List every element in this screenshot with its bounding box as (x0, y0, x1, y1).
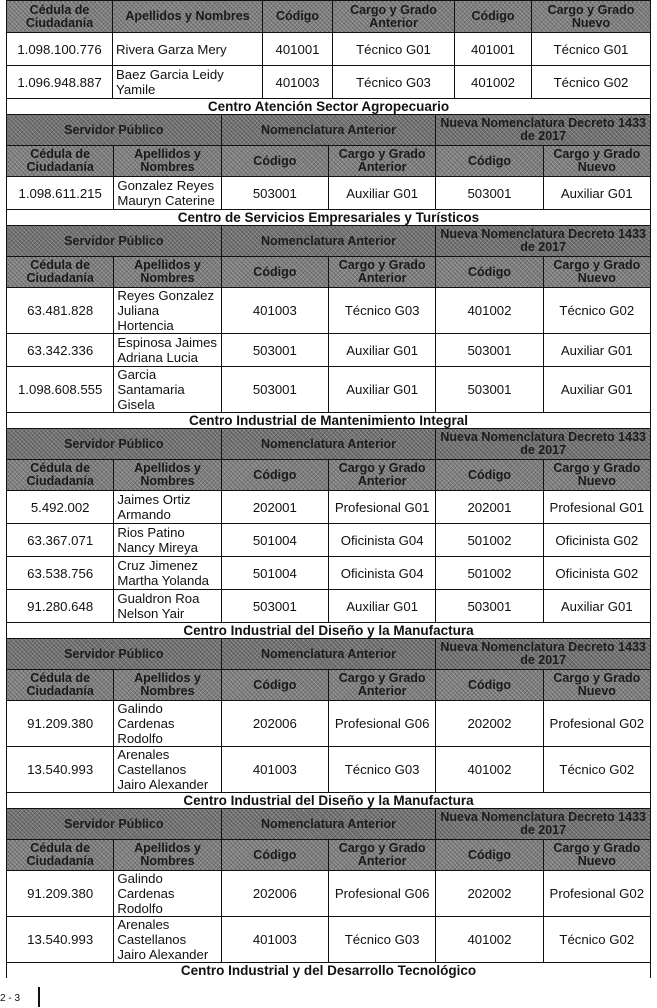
group-header-row (7, 226, 651, 257)
col-cedula: Cédula de Ciudadanía (7, 146, 114, 177)
centro-heading: Centro Industrial del Diseño y la Manufactura (6, 793, 651, 808)
table-row (7, 871, 651, 917)
nombre-cell: Reyes Gonzalez Juliana Hortencia (114, 288, 221, 334)
table-row (7, 288, 651, 334)
codigo-anterior-cell: 202001 (221, 491, 328, 524)
nombre-cell: Galindo Cardenas Rodolfo (114, 701, 221, 747)
footer-divider (38, 987, 40, 1007)
page-footer (0, 993, 20, 1004)
cargo-nuevo-cell: Técnico G02 (532, 66, 651, 99)
group-header-row (7, 429, 651, 460)
table-row (7, 334, 651, 367)
col-apellidos: Apellidos y Nombres (114, 840, 221, 871)
codigo-nuevo-cell: 501002 (436, 524, 543, 557)
col-cargo-anterior: Cargo y Grado Anterior (328, 840, 435, 871)
nombre-cell: Garcia Santamaria Gisela (114, 367, 221, 413)
col-apellidos: Apellidos y Nombres (113, 1, 263, 33)
cargo-nuevo-cell: Profesional G02 (543, 701, 650, 747)
group-servidor-publico: Servidor Público (7, 429, 222, 460)
col-cargo-anterior: Cargo y Grado Anterior (328, 670, 435, 701)
col-codigo-nuevo: Código (436, 146, 543, 177)
col-codigo-nuevo: Código (436, 257, 543, 288)
cargo-anterior-cell: Técnico G03 (328, 288, 435, 334)
codigo-anterior-cell: 503001 (221, 177, 328, 210)
page-mark: 2 - 3 (0, 993, 21, 1004)
cargo-nuevo-cell: Profesional G01 (543, 491, 650, 524)
cargo-anterior-cell: Técnico G03 (328, 917, 435, 963)
col-cargo-anterior: Cargo y Grado Anterior (328, 146, 435, 177)
col-codigo-anterior: Código (221, 670, 328, 701)
group-servidor-publico: Servidor Público (7, 115, 222, 146)
table-row (7, 66, 651, 99)
col-cargo-nuevo: Cargo y Grado Nuevo (543, 460, 650, 491)
cargo-anterior-cell: Técnico G01 (333, 33, 455, 66)
centro-heading: Centro Industrial y del Desarrollo Tecnológico (6, 963, 651, 978)
cargo-anterior-cell: Técnico G03 (333, 66, 455, 99)
codigo-nuevo-cell: 401002 (436, 917, 543, 963)
table-row (7, 177, 651, 210)
column-header-row (7, 257, 651, 288)
codigo-nuevo-cell: 202002 (436, 701, 543, 747)
col-cedula: Cédula de Ciudadanía (7, 840, 114, 871)
nombre-cell: Baez Garcia Leidy Yamile (113, 66, 263, 99)
codigo-anterior-cell: 401003 (221, 917, 328, 963)
col-codigo-nuevo: Código (436, 460, 543, 491)
codigo-anterior-cell: 202006 (221, 871, 328, 917)
cedula-cell: 1.098.100.776 (7, 33, 113, 66)
codigo-anterior-cell: 503001 (221, 334, 328, 367)
codigo-nuevo-cell: 401002 (455, 66, 532, 99)
group-servidor-publico: Servidor Público (7, 639, 222, 670)
codigo-anterior-cell: 501004 (221, 557, 328, 590)
cargo-anterior-cell: Profesional G01 (328, 491, 435, 524)
cargo-anterior-cell: Auxiliar G01 (328, 334, 435, 367)
col-codigo-anterior: Código (221, 840, 328, 871)
staff-table (6, 225, 651, 413)
cedula-cell: 13.540.993 (7, 917, 114, 963)
staff-table (6, 808, 651, 963)
codigo-nuevo-cell: 503001 (436, 177, 543, 210)
centro-heading: Centro Atención Sector Agropecuario (6, 99, 651, 114)
cargo-nuevo-cell: Técnico G02 (543, 288, 650, 334)
table-row (7, 524, 651, 557)
codigo-nuevo-cell: 503001 (436, 334, 543, 367)
group-nomenclatura-anterior: Nomenclatura Anterior (221, 226, 436, 257)
cargo-anterior-cell: Profesional G06 (328, 871, 435, 917)
cargo-nuevo-cell: Técnico G01 (532, 33, 651, 66)
nombre-cell: Arenales Castellanos Jairo Alexander (114, 747, 221, 793)
staff-table (6, 114, 651, 210)
group-nomenclatura-anterior: Nomenclatura Anterior (221, 115, 436, 146)
col-apellidos: Apellidos y Nombres (114, 460, 221, 491)
table-row (7, 747, 651, 793)
codigo-anterior-cell: 503001 (221, 367, 328, 413)
nombre-cell: Rivera Garza Mery (113, 33, 263, 66)
col-codigo-anterior: Código (221, 257, 328, 288)
col-apellidos: Apellidos y Nombres (114, 146, 221, 177)
staff-table (6, 428, 651, 623)
group-header-row (7, 639, 651, 670)
codigo-nuevo-cell: 501002 (436, 557, 543, 590)
nombre-cell: Gonzalez Reyes Mauryn Caterine (114, 177, 221, 210)
cargo-anterior-cell: Oficinista G04 (328, 557, 435, 590)
staff-table (6, 0, 651, 99)
col-cargo-nuevo: Cargo y Grado Nuevo (532, 1, 651, 33)
codigo-anterior-cell: 401003 (263, 66, 333, 99)
cargo-nuevo-cell: Oficinista G02 (543, 557, 650, 590)
codigo-nuevo-cell: 401002 (436, 288, 543, 334)
col-apellidos: Apellidos y Nombres (114, 670, 221, 701)
table-row (7, 590, 651, 623)
column-header-row (7, 460, 651, 491)
group-nomenclatura-anterior: Nomenclatura Anterior (221, 809, 436, 840)
col-cargo-anterior: Cargo y Grado Anterior (333, 1, 455, 33)
cargo-nuevo-cell: Auxiliar G01 (543, 334, 650, 367)
group-nueva-nomenclatura: Nueva Nomenclatura Decreto 1433 de 2017 (436, 226, 651, 257)
codigo-nuevo-cell: 401001 (455, 33, 532, 66)
cedula-cell: 5.492.002 (7, 491, 114, 524)
cargo-anterior-cell: Profesional G06 (328, 701, 435, 747)
col-cargo-nuevo: Cargo y Grado Nuevo (543, 146, 650, 177)
cedula-cell: 13.540.993 (7, 747, 114, 793)
group-nueva-nomenclatura: Nueva Nomenclatura Decreto 1433 de 2017 (436, 115, 651, 146)
col-codigo-anterior: Código (221, 146, 328, 177)
group-nueva-nomenclatura: Nueva Nomenclatura Decreto 1433 de 2017 (436, 639, 651, 670)
codigo-anterior-cell: 401003 (221, 747, 328, 793)
codigo-anterior-cell: 503001 (221, 590, 328, 623)
cargo-nuevo-cell: Auxiliar G01 (543, 367, 650, 413)
col-cargo-anterior: Cargo y Grado Anterior (328, 257, 435, 288)
codigo-nuevo-cell: 202002 (436, 871, 543, 917)
centro-heading: Centro de Servicios Empresariales y Turísticos (6, 210, 651, 225)
cargo-anterior-cell: Técnico G03 (328, 747, 435, 793)
cargo-anterior-cell: Auxiliar G01 (328, 367, 435, 413)
group-header-row (7, 809, 651, 840)
cedula-cell: 63.342.336 (7, 334, 114, 367)
group-header-row (7, 115, 651, 146)
cargo-anterior-cell: Auxiliar G01 (328, 177, 435, 210)
col-cargo-anterior: Cargo y Grado Anterior (328, 460, 435, 491)
cargo-anterior-cell: Auxiliar G01 (328, 590, 435, 623)
codigo-nuevo-cell: 503001 (436, 590, 543, 623)
nombre-cell: Gualdron Roa Nelson Yair (114, 590, 221, 623)
nombre-cell: Galindo Cardenas Rodolfo (114, 871, 221, 917)
staff-table (6, 638, 651, 793)
col-apellidos: Apellidos y Nombres (114, 257, 221, 288)
column-header-row (7, 840, 651, 871)
nombre-cell: Jaimes Ortiz Armando (114, 491, 221, 524)
group-nomenclatura-anterior: Nomenclatura Anterior (221, 429, 436, 460)
col-cargo-nuevo: Cargo y Grado Nuevo (543, 840, 650, 871)
group-servidor-publico: Servidor Público (7, 809, 222, 840)
cargo-nuevo-cell: Profesional G02 (543, 871, 650, 917)
cedula-cell: 91.209.380 (7, 871, 114, 917)
table-row (7, 701, 651, 747)
table-row (7, 917, 651, 963)
nombre-cell: Rios Patino Nancy Mireya (114, 524, 221, 557)
cedula-cell: 1.098.608.555 (7, 367, 114, 413)
cargo-anterior-cell: Oficinista G04 (328, 524, 435, 557)
cedula-cell: 63.367.071 (7, 524, 114, 557)
group-nueva-nomenclatura: Nueva Nomenclatura Decreto 1433 de 2017 (436, 809, 651, 840)
codigo-nuevo-cell: 202001 (436, 491, 543, 524)
table-row (7, 491, 651, 524)
cedula-cell: 63.481.828 (7, 288, 114, 334)
nombre-cell: Cruz Jimenez Martha Yolanda (114, 557, 221, 590)
centro-heading: Centro Industrial del Diseño y la Manufactura (6, 623, 651, 638)
col-codigo-nuevo: Código (436, 670, 543, 701)
column-header-row (7, 1, 651, 33)
cedula-cell: 1.098.611.215 (7, 177, 114, 210)
cargo-nuevo-cell: Auxiliar G01 (543, 177, 650, 210)
column-header-row (7, 146, 651, 177)
cedula-cell: 1.096.948.887 (7, 66, 113, 99)
nombre-cell: Arenales Castellanos Jairo Alexander (114, 917, 221, 963)
centro-heading: Centro Industrial de Mantenimiento Integral (6, 413, 651, 428)
col-cargo-nuevo: Cargo y Grado Nuevo (543, 257, 650, 288)
nombre-cell: Espinosa Jaimes Adriana Lucia (114, 334, 221, 367)
table-row (7, 557, 651, 590)
codigo-nuevo-cell: 401002 (436, 747, 543, 793)
col-codigo-anterior: Código (263, 1, 333, 33)
document-page (6, 0, 651, 978)
col-codigo-nuevo: Código (436, 840, 543, 871)
group-nueva-nomenclatura: Nueva Nomenclatura Decreto 1433 de 2017 (436, 429, 651, 460)
cargo-nuevo-cell: Auxiliar G01 (543, 590, 650, 623)
cargo-nuevo-cell: Técnico G02 (543, 747, 650, 793)
col-cedula: Cédula de Ciudadanía (7, 257, 114, 288)
codigo-nuevo-cell: 503001 (436, 367, 543, 413)
col-codigo-anterior: Código (221, 460, 328, 491)
table-row (7, 367, 651, 413)
group-servidor-publico: Servidor Público (7, 226, 222, 257)
cedula-cell: 91.280.648 (7, 590, 114, 623)
column-header-row (7, 670, 651, 701)
col-cedula: Cédula de Ciudadanía (7, 460, 114, 491)
codigo-anterior-cell: 202006 (221, 701, 328, 747)
col-cedula: Cédula de Ciudadanía (7, 1, 113, 33)
cargo-nuevo-cell: Oficinista G02 (543, 524, 650, 557)
codigo-anterior-cell: 501004 (221, 524, 328, 557)
group-nomenclatura-anterior: Nomenclatura Anterior (221, 639, 436, 670)
codigo-anterior-cell: 401003 (221, 288, 328, 334)
cargo-nuevo-cell: Técnico G02 (543, 917, 650, 963)
table-row (7, 33, 651, 66)
col-cargo-nuevo: Cargo y Grado Nuevo (543, 670, 650, 701)
col-codigo-nuevo: Código (455, 1, 532, 33)
codigo-anterior-cell: 401001 (263, 33, 333, 66)
cedula-cell: 91.209.380 (7, 701, 114, 747)
col-cedula: Cédula de Ciudadanía (7, 670, 114, 701)
cedula-cell: 63.538.756 (7, 557, 114, 590)
